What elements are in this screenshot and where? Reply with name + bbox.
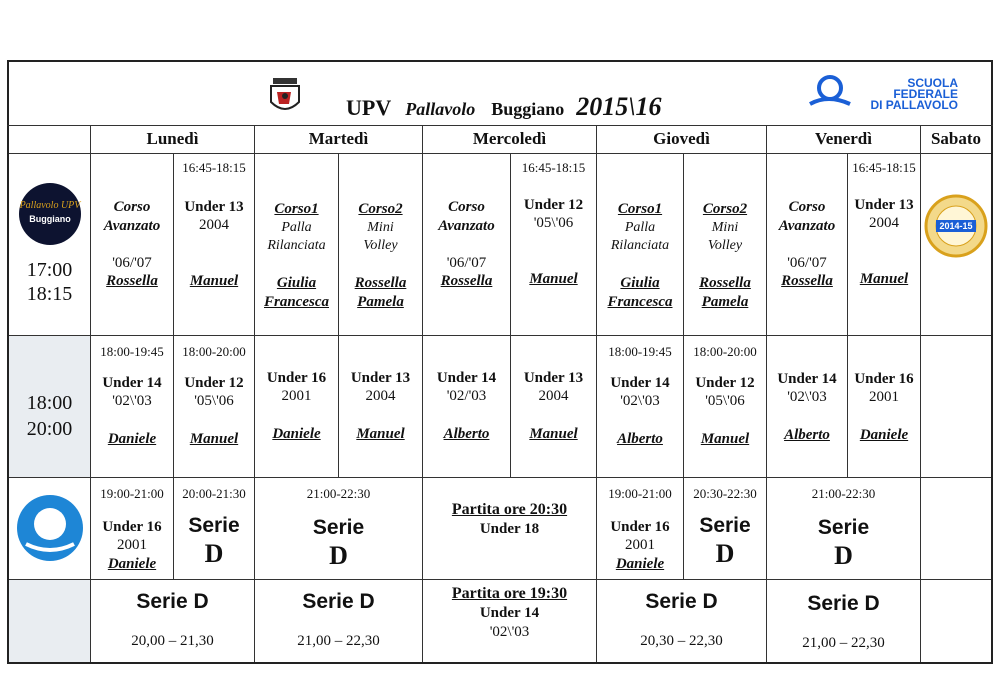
serie-d-label: Serie D bbox=[136, 590, 209, 613]
serie-d-letter: D bbox=[834, 541, 853, 570]
serie-label: Serie bbox=[188, 514, 240, 537]
fri-r1-b bbox=[848, 154, 921, 336]
wed-r4 bbox=[423, 580, 597, 662]
coach-alberto: Alberto bbox=[617, 431, 663, 447]
time-range: 20,00 – 21,30 bbox=[131, 633, 214, 649]
under16-label: Under 16 bbox=[266, 370, 327, 386]
mon-r2-b bbox=[174, 336, 255, 478]
coach-pamela: Pamela bbox=[701, 294, 749, 310]
time-label: 20:30-22:30 bbox=[693, 486, 757, 501]
year-label: 2004 bbox=[538, 388, 569, 404]
serie-d-label: Serie D bbox=[645, 590, 718, 613]
coach-manuel: Manuel bbox=[700, 431, 750, 447]
year-label: 2001 bbox=[117, 537, 147, 553]
palla-label: Palla bbox=[281, 220, 312, 235]
time-label: 18:00-20:00 bbox=[182, 344, 246, 359]
corso-avanzato-label: Corso Avanzato bbox=[778, 199, 836, 234]
time-label: 20:00-21:30 bbox=[182, 486, 246, 501]
palla-label: Palla bbox=[624, 220, 656, 235]
day-header-lunedi: Lunedì bbox=[91, 126, 255, 154]
under16-label: Under 16 bbox=[610, 519, 670, 535]
year-label: '05\'06 bbox=[194, 393, 234, 409]
volley-label: Volley bbox=[707, 238, 743, 253]
under12-label: Under 12 bbox=[184, 375, 244, 391]
under13-label: Under 13 bbox=[854, 197, 914, 213]
slot2-cell bbox=[9, 336, 91, 478]
title-town: Buggiano bbox=[491, 99, 565, 119]
under14-label: Under 14 bbox=[777, 371, 837, 387]
wed-r2-b bbox=[511, 336, 597, 478]
tue-r2-a bbox=[255, 336, 339, 478]
time-label: 18:00-19:45 bbox=[608, 344, 672, 359]
coach-giulia: Giulia bbox=[620, 275, 660, 291]
serie-d-letter: D bbox=[715, 539, 735, 568]
under12-label: Under 12 bbox=[695, 375, 755, 391]
mon-r2-a bbox=[91, 336, 174, 478]
under13-label: Under 13 bbox=[523, 370, 584, 386]
sat-r2 bbox=[921, 336, 991, 478]
coach-alberto: Alberto bbox=[784, 427, 830, 443]
coach-daniele: Daniele bbox=[859, 427, 909, 443]
year-label: 2001 bbox=[281, 388, 312, 404]
wed-r1-b bbox=[511, 154, 597, 336]
year-label: 2004 bbox=[365, 388, 396, 404]
year-label: 2001 bbox=[625, 537, 655, 553]
coach-rossella: Rossella bbox=[440, 273, 493, 289]
corso1-label: Corso1 bbox=[617, 201, 663, 217]
time-label: 18:00-19:45 bbox=[100, 344, 164, 359]
corso-avanzato-label: Corso Avanzato bbox=[438, 199, 495, 234]
coach-daniele: Daniele bbox=[107, 556, 157, 572]
sat-r4 bbox=[921, 580, 991, 662]
day-header-giovedi: Giovedì bbox=[597, 126, 767, 154]
coach-francesca: Francesca bbox=[264, 294, 329, 310]
corso2-label: Corso2 bbox=[702, 201, 748, 217]
day-header-sabato: Sabato bbox=[921, 126, 991, 154]
tue-r4 bbox=[255, 580, 423, 662]
federation-logo-icon bbox=[16, 494, 84, 562]
coach-manuel: Manuel bbox=[189, 431, 239, 447]
slot1-start: 17:00 bbox=[26, 259, 73, 281]
day-header-martedi: Martedì bbox=[255, 126, 423, 154]
slot3-cell bbox=[9, 478, 91, 580]
volley-label: Volley bbox=[363, 238, 398, 253]
club-logo-line2: Buggiano bbox=[29, 214, 71, 224]
time-label: 18:00-20:00 bbox=[693, 344, 757, 359]
coach-rossella: Rossella bbox=[354, 275, 407, 291]
serie-d-label: Serie D bbox=[302, 590, 375, 613]
coach-rossella: Rossella bbox=[781, 273, 833, 289]
under14-label: Under 14 bbox=[436, 370, 497, 386]
thu-r1-b bbox=[684, 154, 767, 336]
time-label: 21:00-22:30 bbox=[306, 486, 371, 501]
thu-r4 bbox=[597, 580, 767, 662]
year-label: '02\'03 bbox=[489, 624, 530, 640]
tue-r1-a bbox=[255, 154, 339, 336]
year-label: '02\'03 bbox=[620, 393, 660, 409]
time-label: 16:45-18:15 bbox=[182, 160, 246, 175]
tue-r1-b bbox=[339, 154, 423, 336]
coach-manuel: Manuel bbox=[529, 426, 578, 442]
thu-r1-a bbox=[597, 154, 684, 336]
under16-label: Under 16 bbox=[854, 371, 914, 387]
coach-manuel: Manuel bbox=[529, 271, 578, 287]
under18-label: Under 18 bbox=[479, 521, 540, 537]
mon-r3-a bbox=[91, 478, 174, 580]
school-logo-line2: FEDERALE bbox=[893, 87, 958, 101]
time-range: 21,00 – 22,30 bbox=[297, 633, 380, 649]
sat-r3 bbox=[921, 478, 991, 580]
town-crest-icon bbox=[265, 74, 305, 116]
year-label: 2004 bbox=[869, 215, 899, 231]
club-logo-line1: Pallavolo UPV bbox=[19, 200, 81, 211]
time-label: 21:00-22:30 bbox=[811, 486, 876, 501]
fri-r3 bbox=[767, 478, 921, 580]
tue-r2-b bbox=[339, 336, 423, 478]
wed-r3 bbox=[423, 478, 597, 580]
fri-r2-a bbox=[767, 336, 848, 478]
serie-label: Serie bbox=[817, 516, 870, 539]
coach-giulia: Giulia bbox=[276, 275, 317, 291]
mon-r1-a bbox=[91, 154, 174, 336]
time-label: 19:00-21:00 bbox=[100, 486, 164, 501]
coach-daniele: Daniele bbox=[107, 431, 157, 447]
title-season: 2015\16 bbox=[576, 92, 662, 121]
time-range: 21,00 – 22,30 bbox=[802, 635, 885, 651]
coach-manuel: Manuel bbox=[189, 273, 239, 289]
coach-francesca: Francesca bbox=[607, 294, 673, 310]
fri-r2-b bbox=[848, 336, 921, 478]
title-pallavolo: Pallavolo bbox=[405, 99, 476, 119]
corso1-label: Corso1 bbox=[274, 201, 319, 217]
mini-label: Mini bbox=[367, 220, 394, 235]
slot2-end: 20:00 bbox=[26, 418, 73, 440]
serie-d-letter: D bbox=[329, 541, 348, 570]
time-label: 16:45-18:15 bbox=[521, 160, 586, 175]
day-header-mercoledi: Mercoledì bbox=[423, 126, 597, 154]
time-label: 16:45-18:15 bbox=[852, 160, 916, 175]
time-range: 20,30 – 22,30 bbox=[640, 633, 723, 649]
serie-d-letter: D bbox=[204, 539, 224, 568]
coach-manuel: Manuel bbox=[859, 271, 909, 287]
year-label: '05\'06 bbox=[705, 393, 745, 409]
coach-pamela: Pamela bbox=[357, 294, 404, 310]
header-empty bbox=[9, 126, 91, 154]
under12-label: Under 12 bbox=[523, 197, 584, 213]
year-label: '02\'03 bbox=[787, 389, 827, 405]
wed-r2-a bbox=[423, 336, 511, 478]
fri-r1-a bbox=[767, 154, 848, 336]
thu-r3-a bbox=[597, 478, 684, 580]
title-upv: UPV bbox=[346, 95, 392, 120]
thu-r3-b bbox=[684, 478, 767, 580]
mon-r1-b bbox=[174, 154, 255, 336]
school-logo-line1: SCUOLA bbox=[907, 76, 958, 90]
year-label: '02\'03 bbox=[112, 393, 152, 409]
coach-daniele: Daniele bbox=[615, 556, 665, 572]
coach-manuel: Manuel bbox=[356, 426, 405, 442]
rilanciata-label: Rilanciata bbox=[267, 238, 326, 253]
coach-rossella: Rossella bbox=[699, 275, 751, 291]
years-label: '06/'07 bbox=[446, 255, 487, 271]
coach-daniele: Daniele bbox=[272, 426, 321, 442]
school-logo bbox=[808, 74, 968, 114]
slot1-cell bbox=[9, 154, 91, 336]
badge-text: 2014-15 bbox=[939, 221, 973, 231]
slot2-start: 18:00 bbox=[26, 392, 73, 414]
corso-avanzato-label: Corso Avanzato bbox=[103, 199, 161, 234]
match-time-label: Partita ore 19:30 bbox=[451, 585, 568, 602]
year-label: 2001 bbox=[869, 389, 899, 405]
serie-label: Serie bbox=[699, 514, 751, 537]
year-label: 2004 bbox=[199, 217, 229, 233]
year-label: '05\'06 bbox=[533, 215, 574, 231]
under14-label: Under 14 bbox=[610, 375, 670, 391]
tue-r3 bbox=[255, 478, 423, 580]
fri-r4 bbox=[767, 580, 921, 662]
coach-alberto: Alberto bbox=[443, 426, 490, 442]
mon-r3-b bbox=[174, 478, 255, 580]
page-title bbox=[346, 92, 661, 122]
year-label: '02/'03 bbox=[446, 388, 487, 404]
sat-r1 bbox=[921, 154, 991, 336]
rilanciata-label: Rilanciata bbox=[610, 238, 670, 253]
corso2-label: Corso2 bbox=[358, 201, 403, 217]
years-label: '06/'07 bbox=[787, 255, 827, 271]
thu-r2-a bbox=[597, 336, 684, 478]
serie-label: Serie bbox=[312, 516, 365, 539]
under14-label: Under 14 bbox=[479, 605, 540, 621]
match-time-label: Partita ore 20:30 bbox=[451, 501, 568, 518]
slot4-cell bbox=[9, 580, 91, 662]
coach-rossella: Rossella bbox=[106, 273, 158, 289]
slot1-end: 18:15 bbox=[26, 283, 73, 305]
under16-label: Under 16 bbox=[102, 519, 162, 535]
school-logo-line3: DI PALLAVOLO bbox=[870, 98, 958, 112]
mon-r4 bbox=[91, 580, 255, 662]
time-label: 19:00-21:00 bbox=[608, 486, 672, 501]
under13-label: Under 13 bbox=[350, 370, 411, 386]
under13-label: Under 13 bbox=[184, 199, 244, 215]
thu-r2-b bbox=[684, 336, 767, 478]
under14-label: Under 14 bbox=[102, 375, 162, 391]
day-header-venerdi: Venerdì bbox=[767, 126, 921, 154]
mini-label: Mini bbox=[711, 220, 739, 235]
serie-d-label: Serie D bbox=[807, 592, 880, 615]
years-label: '06/'07 bbox=[112, 255, 152, 271]
wed-r1-a bbox=[423, 154, 511, 336]
volleyball-logo-icon bbox=[808, 74, 852, 110]
